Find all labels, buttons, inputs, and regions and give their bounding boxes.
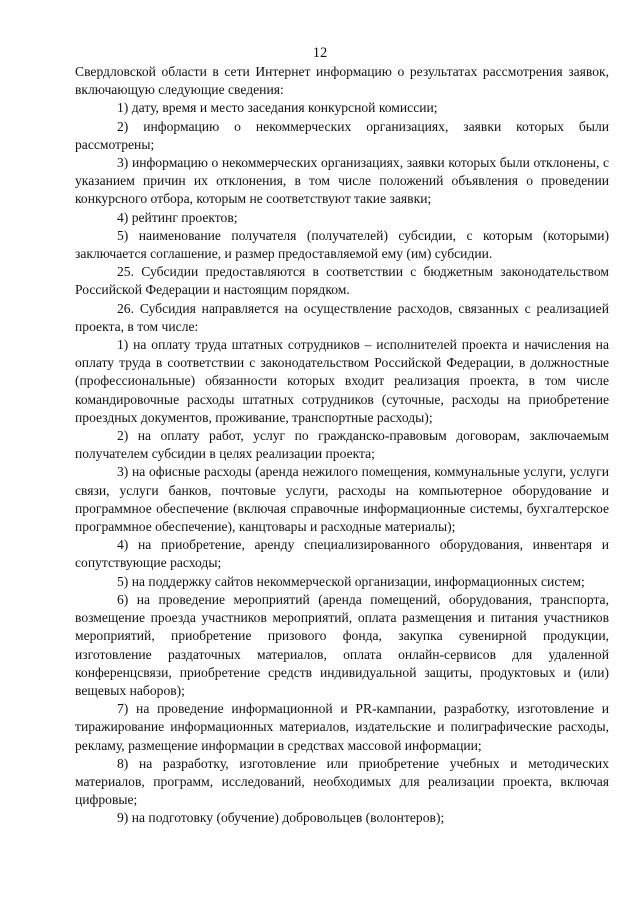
paragraph-expense-9: 9) на подготовку (обучение) добровольцев (волонтеров);	[117, 810, 445, 826]
paragraph-item-4: 4) рейтинг проектов;	[117, 209, 238, 225]
document-body	[75, 63, 609, 828]
paragraph-expense-7: 7) на проведение информационной и PR-кампании, разработку, изготовление и тиражирование информационных материалов, издательские и полиграфические расходы, рекламу, размещение информации в средствах массовой информации;	[75, 701, 609, 753]
paragraph-expense-8: 8) на разработку, изготовление или приобретение учебных и методических материалов, программ, исследований, необходимых для реализации проекта, включая цифровые;	[75, 755, 609, 808]
paragraph-expense-1: 1) на оплату труда штатных сотрудников – исполнителей проекта и начисления на оплату труда в соответствии с законодательством Российской Федерации, в должностные (профессиональные) обязанности которых входит реализация проекта, в том числе командировочные расходы штатных сотрудников (суточные, расходы на приобретение проездных документов, проживание, транспортные расходы);	[75, 337, 609, 425]
paragraph-expense-4: 4) на приобретение, аренду специализированного оборудования, инвентаря и сопутствующие расходы;	[75, 537, 609, 571]
paragraph-section-25: 25. Субсидии предоставляются в соответствии с бюджетным законодательством Российской Федерации и настоящим порядком.	[75, 264, 609, 298]
paragraph-expense-6: 6) на проведение мероприятий (аренда помещений, оборудования, транспорта, возмещение проезда участников мероприятий, оплата размещения и питания участников мероприятий, приобретение призового фонда, закупка сувенирной продукции, изготовление раздаточных материалов, оплата онлайн-сервисов для удаленной конференцсвязи, приобретение средств индивидуальной защиты, продуктовых и (или) вещевых наборов);	[75, 591, 609, 698]
paragraph-expense-2: 2) на оплату работ, услуг по гражданско-правовым договорам, заключаемым получателем субсидии в целях реализации проекта;	[75, 428, 609, 462]
page-number: 12	[312, 45, 328, 61]
paragraph-item-1: 1) дату, время и место заседания конкурсной комиссии;	[117, 100, 438, 116]
paragraph-item-5: 5) наименование получателя (получателей) субсидии, с которым (которыми) заключается соглашение, и размер предоставляемой ему (им) субсидии.	[75, 227, 609, 262]
paragraph-section-26: 26. Субсидия направляется на осуществление расходов, связанных с реализацией проекта, в том числе:	[75, 300, 609, 334]
paragraph-item-3: 3) информацию о некоммерческих организациях, заявки которых были отклонены, с указанием причин их отклонения, в том числе положений объявления о проведении конкурсного отбора, которым не соответствуют такие заявки;	[75, 155, 609, 207]
paragraph-expense-3: 3) на офисные расходы (аренда нежилого помещения, коммунальные услуги, услуги связи, услуги банков, почтовые услуги, расходы на компьютерное оборудование и программное обеспечение (включая справочные информационные системы, бухгалтерское программное обеспечение), канцтовары и расходные материалы);	[75, 464, 609, 535]
paragraph-intro-continuation: Свердловской области в сети Интернет информацию о результатах рассмотрения заявок, включающую следующие сведения:	[75, 64, 609, 98]
paragraph-expense-5: 5) на поддержку сайтов некоммерческой организации, информационных систем;	[117, 573, 585, 589]
paragraph-item-2: 2) информацию о некоммерческих организациях, заявки которых были рассмотрены;	[75, 118, 609, 152]
